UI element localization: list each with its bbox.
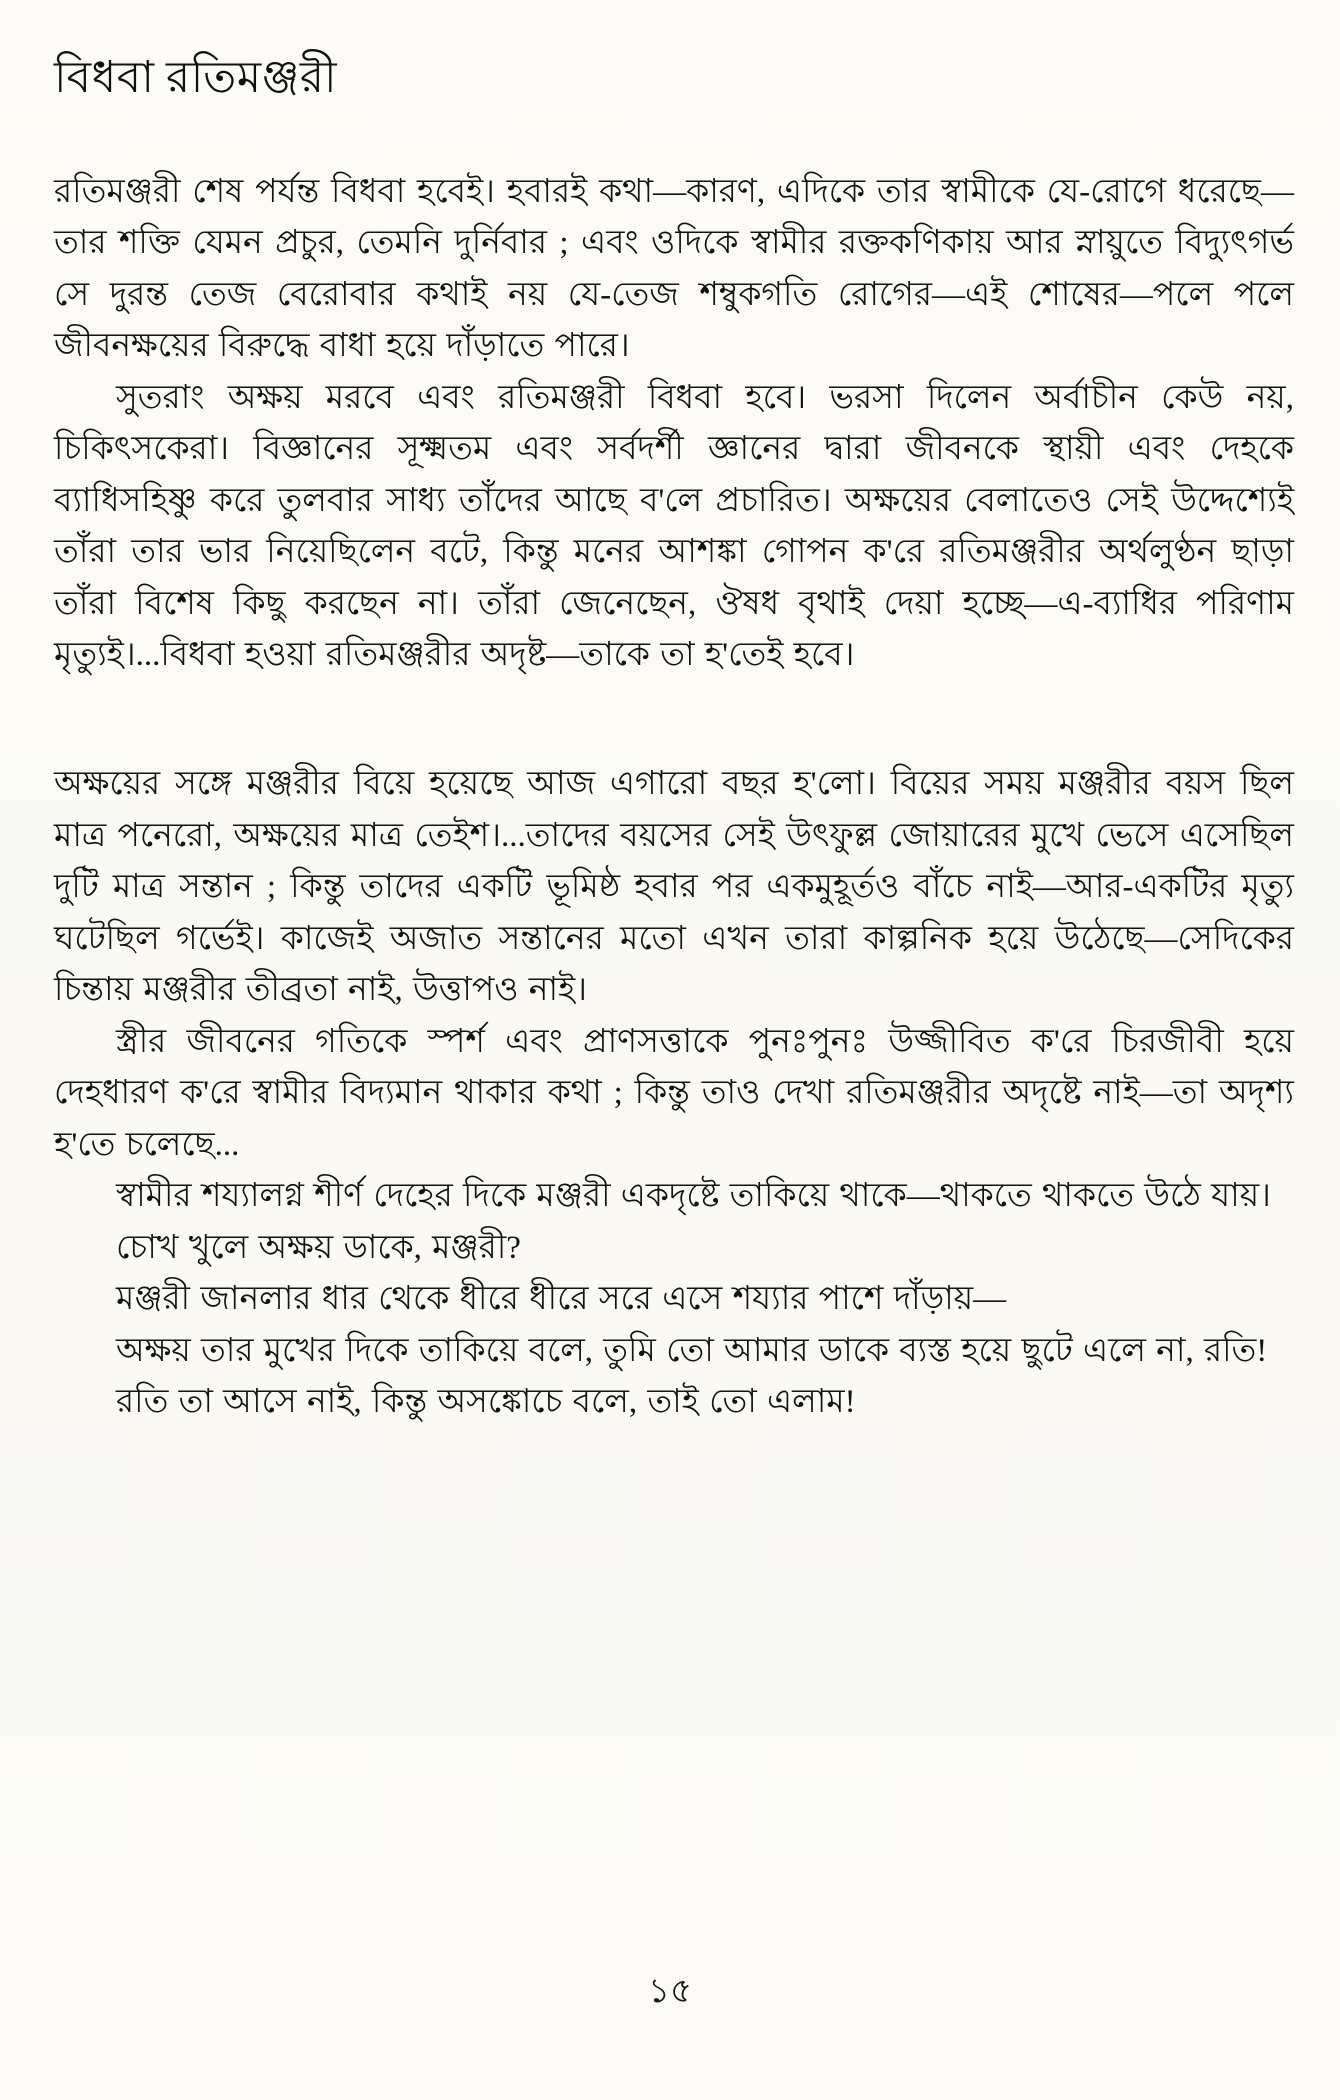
paragraph: মঞ্জরী জানলার ধার থেকে ধীরে ধীরে সরে এসে শয্যার পাশে দাঁড়ায়— [116, 1281, 1007, 1318]
paragraph: চোখ খুলে অক্ষয় ডাকে, মঞ্জরী? [116, 1229, 521, 1266]
story-body [54, 167, 1294, 1429]
paragraph: স্ত্রীর জীবনের গতিকে স্পর্শ এবং প্রাণসত্তাকে পুনঃপুনঃ উজ্জীবিত ক'রে চিরজীবী হয়ে দেহধারণ ক'রে স্বামীর বিদ্যমান থাকার কথা ; কিন্তু তাও দেখা রতিমঞ্জরীর অদৃষ্টে নাই—তা অদৃশ্য হ'তে চলেছে... [54, 1023, 1294, 1163]
paragraph: অক্ষয় তার মুখের দিকে তাকিয়ে বলে, তুমি তো আমার ডাকে ব্যস্ত হয়ে ছুটে এলে না, রতি! [116, 1332, 1268, 1369]
paragraph: অক্ষয়ের সঙ্গে মঞ্জরীর বিয়ে হয়েছে আজ এগারো বছর হ'লো। বিয়ের সময় মঞ্জরীর বয়স ছিল মাত্র পনেরো, অক্ষয়ের মাত্র তেইশ।...তাদের বয়সের সেই উৎফুল্ল জোয়ারের মুখে ভেসে এসেছিল দুটি মাত্র সন্তান ; কিন্তু তাদের একটি ভূমিষ্ঠ হবার পর একমুহূর্তও বাঁচে নাই—আর-একটির মৃত্যু ঘটেছিল গর্ভেই। কাজেই অজাত সন্তানের মতো এখন তারা কাল্পনিক হয়ে উঠেছে—সেদিকের চিন্তায় মঞ্জরীর তীব্রতা নাই, উত্তাপও নাই। [54, 766, 1294, 1009]
page-title: বিধবা রতিমঞ্জরী [54, 53, 338, 102]
paragraph: রতিমঞ্জরী শেষ পর্যন্ত বিধবা হবেই। হবারই কথা—কারণ, এদিকে তার স্বামীকে যে-রোগে ধরেছে—তার শক্তি যেমন প্রচুর, তেমনি দুর্নিবার ; এবং ওদিকে স্বামীর রক্তকণিকায় আর স্নায়ুতে বিদ্যুৎগর্ভ সে দুরন্ত তেজ বেরোবার কথাই নয় যে-তেজ শম্বুকগতি রোগের—এই শোষের—পলে পলে জীবনক্ষয়ের বিরুদ্ধে বাধা হয়ে দাঁড়াতে পারে। [54, 173, 1294, 365]
paragraph: রতি তা আসে নাই, কিন্তু অসঙ্কোচে বলে, তাই তো এলাম! [116, 1384, 856, 1421]
paragraph: স্বামীর শয্যালগ্ন শীর্ণ দেহের দিকে মঞ্জরী একদৃষ্টে তাকিয়ে থাকে—থাকতে থাকতে উঠে যায়। [116, 1178, 1271, 1215]
page-number: ১৫ [647, 1973, 693, 2010]
paragraph: সুতরাং অক্ষয় মরবে এবং রতিমঞ্জরী বিধবা হবে। ভরসা দিলেন অর্বাচীন কেউ নয়, চিকিৎসকেরা। বিজ্ঞানের সূক্ষ্মতম এবং সর্বদর্শী জ্ঞানের দ্বারা জীবনকে স্থায়ী এবং দেহকে ব্যাধিসহিষ্ণু করে তুলবার সাধ্য তাঁদের আছে ব'লে প্রচারিত। অক্ষয়ের বেলাতেও সেই উদ্দেশ্যেই তাঁরা তার ভার নিয়েছিলেন বটে, কিন্তু মনের আশঙ্কা গোপন ক'রে রতিমঞ্জরীর অর্থলুণ্ঠন ছাড়া তাঁরা বিশেষ কিছু করছেন না। তাঁরা জেনেছেন, ঔষধ বৃথাই দেয়া হচ্ছে—এ-ব্যাধির পরিণাম মৃত্যুই।...বিধবা হওয়া রতিমঞ্জরীর অদৃষ্ট—তাকে তা হ'তেই হবে। [54, 379, 1294, 674]
